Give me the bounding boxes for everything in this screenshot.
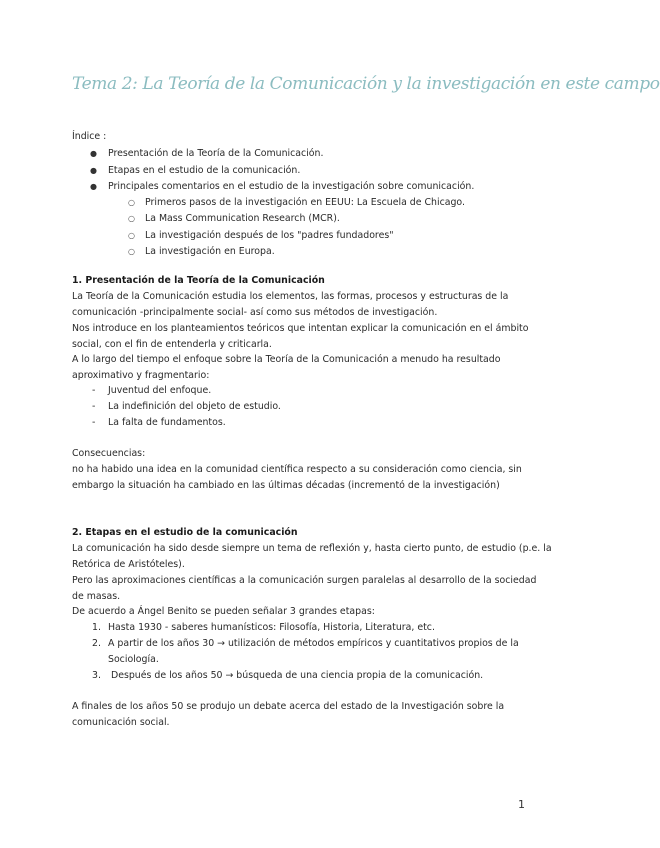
stage-number: 2. <box>92 638 101 649</box>
closing-text: A finales de los años 50 se produjo un debate acerca del estado de la Investigación sobre la <box>72 701 505 712</box>
section1-text: Nos introduce en los planteamientos teóricos que intentan explicar la comunicación en el ámbito <box>72 323 529 334</box>
consequences-label: Consecuencias: <box>72 448 146 459</box>
consequences-text: embargo la situación ha cambiado en las últimas décadas (incrementó de la investigación) <box>72 480 500 491</box>
section1-text: social, con el fin de entenderla y criticarla. <box>72 339 272 350</box>
index-subitem: La Mass Communication Research (MCR). <box>145 213 340 224</box>
index-item: Presentación de la Teoría de la Comunicación. <box>108 148 324 159</box>
bullet-icon: ● <box>90 166 97 175</box>
section1-text: aproximativo y fragmentario: <box>72 370 210 381</box>
bullet-icon: ● <box>90 149 97 158</box>
stage-number: 1. <box>92 622 101 633</box>
section2-text: Retórica de Aristóteles). <box>72 559 185 570</box>
stage-item: Hasta 1930 - saberes humanísticos: Filosofía, Historia, Literatura, etc. <box>108 622 435 633</box>
stage-item: Después de los años 50 → búsqueda de una ciencia propia de la comunicación. <box>108 670 484 681</box>
section2-text: De acuerdo a Ángel Benito se pueden señalar 3 grandes etapas: <box>72 606 375 617</box>
stage-item-continued: Sociología. <box>108 654 159 665</box>
circle-bullet-icon: ○ <box>128 214 135 223</box>
section1-text: A lo largo del tiempo el enfoque sobre la Teoría de la Comunicación a menudo ha resultado <box>72 354 501 365</box>
section2-text: de masas. <box>72 591 121 602</box>
stage-number: 3. <box>92 670 101 681</box>
index-item: Principales comentarios en el estudio de la investigación sobre comunicación. <box>108 181 475 192</box>
index-subitem: La investigación después de los "padres fundadores" <box>145 230 394 241</box>
dash-marker: - <box>92 417 96 428</box>
index-subitem: Primeros pasos de la investigación en EEUU: La Escuela de Chicago. <box>145 197 465 208</box>
section2-text: Pero las aproximaciones científicas a la comunicación surgen paralelas al desarrollo de la sociedad <box>72 575 537 586</box>
dash-item: Juventud del enfoque. <box>108 385 212 396</box>
circle-bullet-icon: ○ <box>128 247 135 256</box>
index-label: Índice : <box>72 131 107 142</box>
page-title: Tema 2: La Teoría de la Comunicación y la investigación en este campo <box>72 74 660 94</box>
page-number: 1 <box>518 798 525 811</box>
section2-text: La comunicación ha sido desde siempre un tema de reflexión y, hasta cierto punto, de estudio (p.e. la <box>72 543 552 554</box>
consequences-text: no ha habido una idea en la comunidad científica respecto a su consideración como ciencia, sin <box>72 464 522 475</box>
index-item: Etapas en el estudio de la comunicación. <box>108 165 301 176</box>
section1-text: comunicación -principalmente social- así como sus métodos de investigación. <box>72 307 438 318</box>
dash-marker: - <box>92 385 96 396</box>
dash-item: La falta de fundamentos. <box>108 417 226 428</box>
dash-item: La indefinición del objeto de estudio. <box>108 401 281 412</box>
stage-item: A partir de los años 30 → utilización de métodos empíricos y cuantitativos propios de la <box>108 638 519 649</box>
circle-bullet-icon: ○ <box>128 231 135 240</box>
closing-text: comunicación social. <box>72 717 170 728</box>
section1-heading: 1. Presentación de la Teoría de la Comunicación <box>72 275 325 286</box>
section2-heading: 2. Etapas en el estudio de la comunicación <box>72 527 298 538</box>
dash-marker: - <box>92 401 96 412</box>
section1-text: La Teoría de la Comunicación estudia los elementos, las formas, procesos y estructuras de la <box>72 291 509 302</box>
bullet-icon: ● <box>90 182 97 191</box>
circle-bullet-icon: ○ <box>128 198 135 207</box>
index-subitem: La investigación en Europa. <box>145 246 275 257</box>
